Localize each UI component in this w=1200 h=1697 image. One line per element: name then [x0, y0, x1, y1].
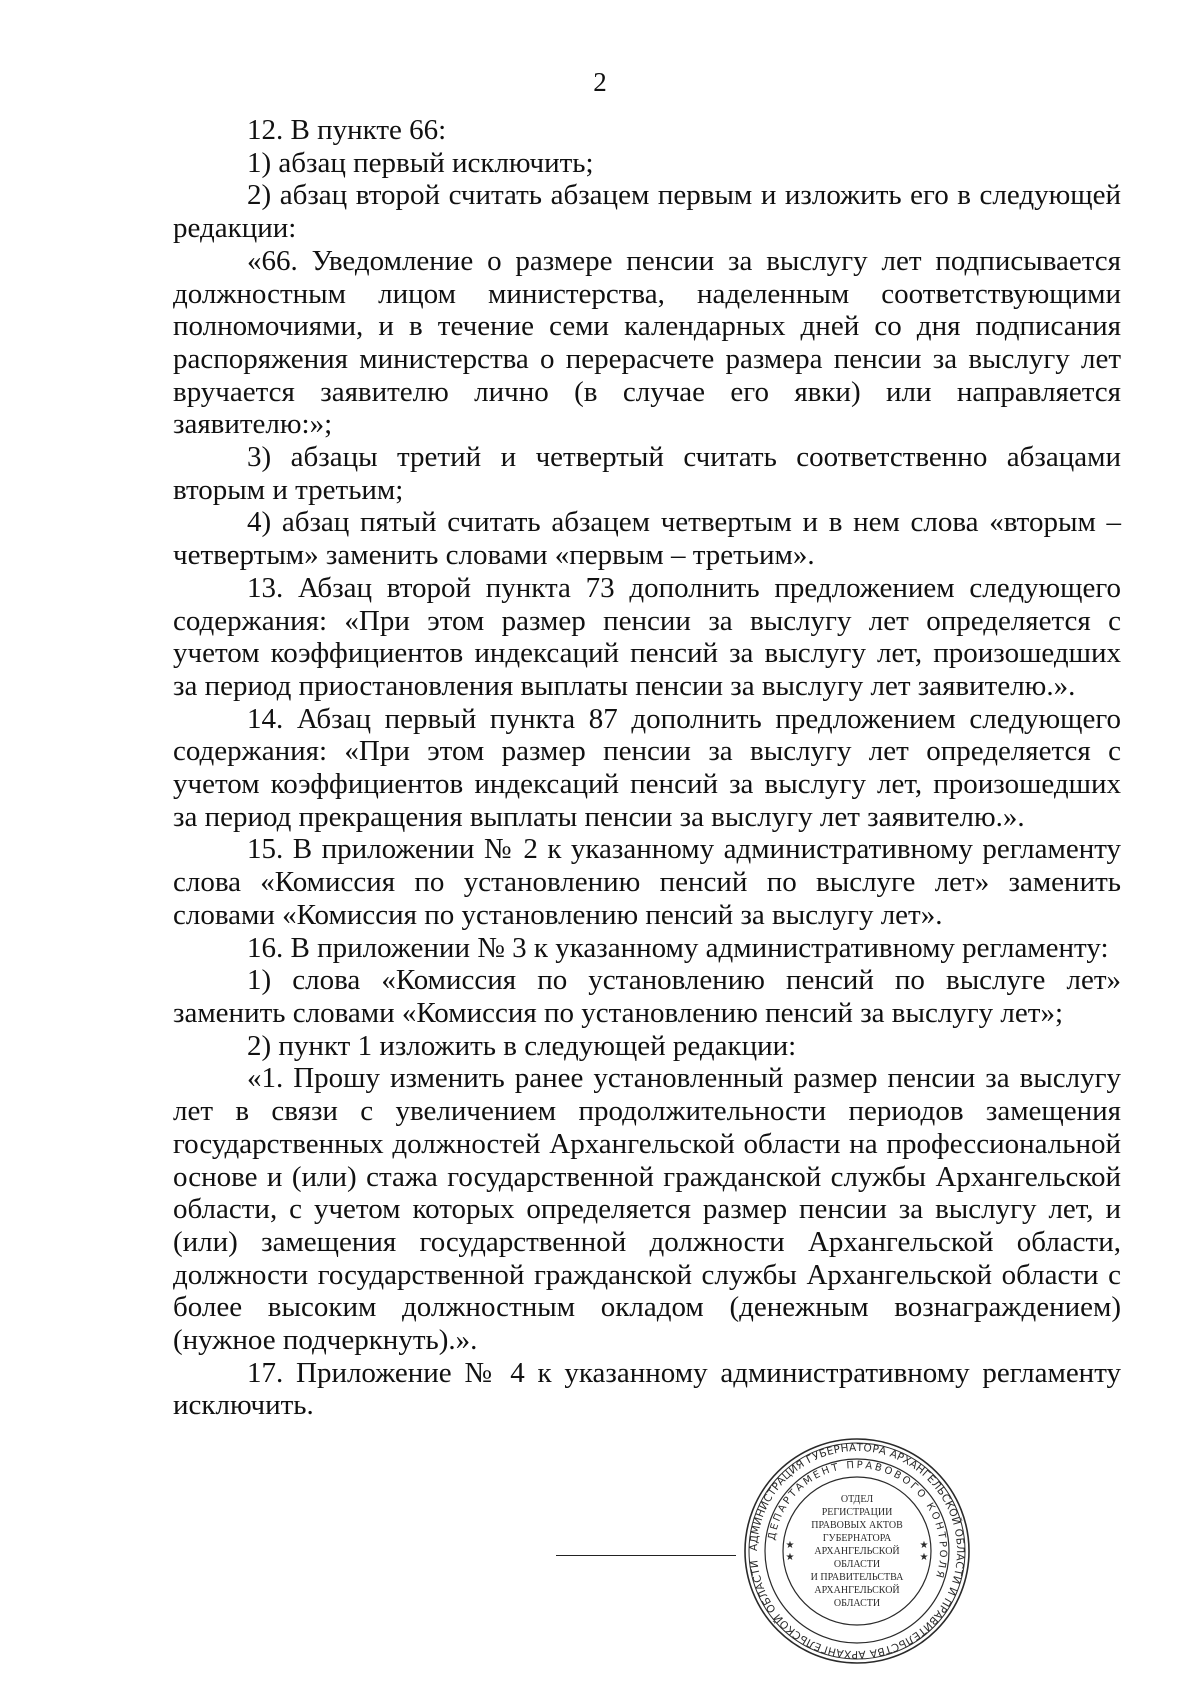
- stamp-star-left-2: ★: [785, 1552, 795, 1563]
- page-number: 2: [593, 67, 607, 97]
- stamp-center-line: РЕГИСТРАЦИИ: [821, 1507, 893, 1518]
- registration-stamp: [742, 1436, 972, 1666]
- paragraph: 4) абзац пятый считать абзацем четвертым и в нем слова «вторым – четвертым» заменить словами «первым – третьим».: [173, 506, 1121, 572]
- end-of-text-line: [556, 1555, 736, 1556]
- paragraph: «66. Уведомление о размере пенсии за выслугу лет подписывается должностным лицом министерства, наделенным соответствующими полномочиями, и в течение семи календарных дней со дня подписания распоряжения министерства о перерасчете размера пенсии за выслугу лет вручается заявителю лично (в случае его явки) или направляется заявителю:»;: [173, 244, 1121, 441]
- stamp-center-line: ГУБЕРНАТОРА: [822, 1533, 892, 1544]
- stamp-center-line: АРХАНГЕЛЬСКОЙ: [814, 1585, 900, 1596]
- paragraph: 2) абзац второй считать абзацем первым и изложить его в следующей редакции:: [173, 179, 1121, 245]
- paragraph: 17. Приложение № 4 к указанному административному регламенту исключить.: [173, 1356, 1121, 1422]
- document-body: [173, 114, 1121, 1422]
- stamp-star-left: ★: [785, 1540, 795, 1551]
- paragraph: 1) абзац первый исключить;: [247, 146, 594, 179]
- stamp-center-line: ОБЛАСТИ: [833, 1598, 881, 1609]
- paragraph: 16. В приложении № 3 к указанному административному регламенту:: [247, 931, 1109, 964]
- stamp-center-line: ОБЛАСТИ: [833, 1559, 881, 1570]
- paragraph: «1. Прошу изменить ранее установленный размер пенсии за выслугу лет в связи с увеличением продолжительности периодов замещения государственных должностей Архангельской области на профессиональной основе и (или) стажа государственной гражданской службы Архангельской области, с учетом которых определяется размер пенсии за выслугу лет, и (или) замещения государственной должности Архангельской области, должности государственной гражданской службы Архангельской области с более высоким должностным окладом (денежным вознаграждением) (нужное подчеркнуть).».: [173, 1062, 1121, 1357]
- paragraph: 2) пункт 1 изложить в следующей редакции:: [247, 1029, 797, 1062]
- stamp-center-line: И ПРАВИТЕЛЬСТВА: [810, 1572, 904, 1583]
- stamp-star-right-2: ★: [919, 1552, 929, 1563]
- paragraph: 3) абзацы третий и четвертый считать соответственно абзацами вторым и третьим;: [173, 441, 1121, 506]
- stamp-star-right: ★: [919, 1540, 929, 1551]
- stamp-center-line: ПРАВОВЫХ АКТОВ: [811, 1520, 903, 1531]
- paragraph: 15. В приложении № 2 к указанному административному регламенту слова «Комиссия по установлению пенсий по выслуге лет» заменить словами «Комиссия по установлению пенсий за выслугу лет».: [173, 833, 1121, 931]
- paragraph: 1) слова «Комиссия по установлению пенсий по выслуге лет» заменить словами «Комиссия по установлению пенсий за выслугу лет»;: [173, 964, 1121, 1029]
- stamp-outer-ring-text: АДМИНИСТРАЦИЯ ГУБЕРНАТОРА АРХАНГЕЛЬСКОЙ ОБЛАСТИ И ПРАВИТЕЛЬСТВА АРХАНГЕЛЬСКОЙ ОБЛАСТИ: [747, 1441, 967, 1661]
- paragraph: 14. Абзац первый пункта 87 дополнить предложением следующего содержания: «При этом размер пенсии за выслугу лет определяется с учетом коэффициентов индексаций пенсий за выслугу лет, произошедших за период прекращения выплаты пенсии за выслугу лет заявителю.».: [173, 702, 1121, 833]
- stamp-center-line: АРХАНГЕЛЬСКОЙ: [814, 1546, 900, 1557]
- stamp-inner-ring-text: ДЕПАРТАМЕНТ ПРАВОВОГО КОНТРОЛЯ: [766, 1459, 949, 1582]
- paragraph: 12. В пункте 66:: [247, 114, 447, 146]
- stamp-center-line: ОТДЕЛ: [840, 1494, 874, 1505]
- paragraph: 13. Абзац второй пункта 73 дополнить предложением следующего содержания: «При этом размер пенсии за выслугу лет определяется с учетом коэффициентов индексаций пенсий за выслугу лет, произошедших за период приостановления выплаты пенсии за выслугу лет заявителю.».: [173, 571, 1121, 702]
